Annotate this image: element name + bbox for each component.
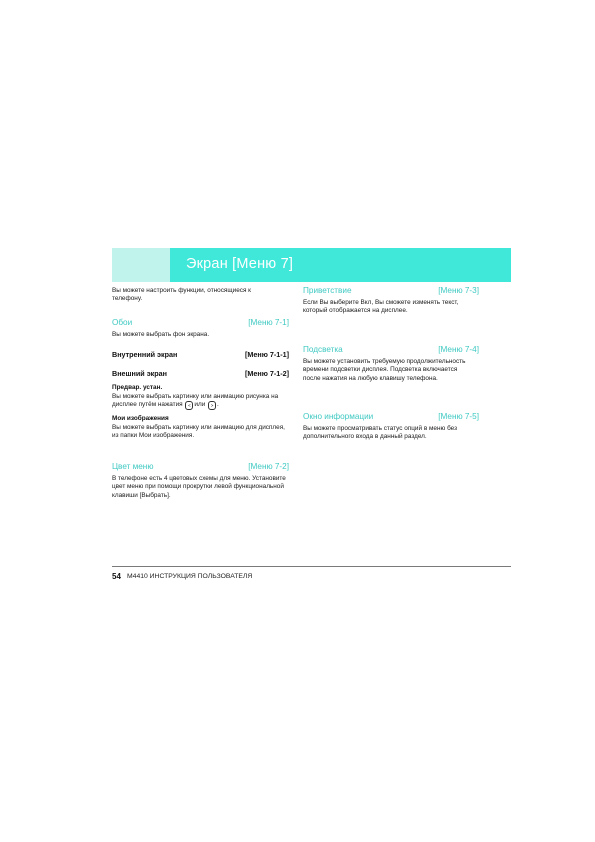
menu-number: [Меню 7-1-1]	[244, 350, 289, 359]
subsection-title: Внутренний экран	[112, 350, 178, 359]
section-title: Подсветка	[303, 345, 343, 354]
right-key-icon: >	[208, 401, 216, 410]
wallpaper-text: Вы можете выбрать фон экрана.	[112, 331, 210, 338]
section-backlight-header	[303, 345, 479, 355]
my-images-title: Мои изображения	[112, 415, 169, 422]
footer-title: M4410 ИНСТРУКЦИЯ ПОЛЬЗОВАТЕЛЯ	[127, 573, 253, 580]
section-greeting-header	[303, 286, 479, 296]
info-window-text: Вы можете просматривать статус опций в меню без дополнительного входа в данный раздел.	[303, 425, 457, 441]
greeting-text: Если Вы выберите Вкл, Вы сможете изменять текст, который отображается на дисплее.	[303, 299, 459, 315]
section-menu-color-header	[112, 462, 289, 472]
section-info-window-header	[303, 412, 479, 422]
section-wallpaper-header	[112, 318, 289, 328]
preset-text-main: Вы можете выбрать картинку или анимацию рисунка на дисплее путём нажатия	[112, 393, 279, 409]
subsection-outer-header	[112, 369, 289, 379]
preset-text-or: или	[194, 401, 206, 409]
section-title: Цвет меню	[112, 462, 154, 471]
menu-number: [Меню 7-1]	[248, 318, 289, 327]
subsection-title: Внешний экран	[112, 369, 167, 378]
menu-color-text: В телефоне есть 4 цветовых схемы для меню. Установите цвет меню при помощи прокрутки левой функциональной клавиши [Выбрать].	[112, 475, 286, 499]
menu-number: [Меню 7-5]	[438, 412, 479, 421]
preset-text-end: .	[217, 401, 219, 409]
preset-title: Предвар. устан.	[112, 384, 163, 391]
subsection-inner-header	[112, 350, 289, 360]
backlight-text: Вы можете установить требуемую продолжительность времени подсветки дисплея. Подсветка включается после нажатия на любую клавишу телефона.	[303, 358, 466, 382]
section-title: Окно информации	[303, 412, 374, 421]
menu-number: [Меню 7-4]	[438, 345, 479, 354]
footer-divider	[112, 566, 511, 567]
section-title: Приветствие	[303, 286, 352, 295]
menu-number: [Меню 7-1-2]	[244, 369, 289, 378]
intro-text: Вы можете настроить функции, относящиеся к телефону.	[112, 287, 251, 303]
left-key-icon: <	[185, 401, 193, 410]
menu-number: [Меню 7-3]	[438, 286, 479, 295]
section-title: Обои	[112, 318, 133, 327]
page-number: 54	[112, 572, 121, 581]
header-band-light	[112, 248, 170, 282]
menu-number: [Меню 7-2]	[248, 462, 289, 471]
my-images-text: Вы можете выбрать картинку или анимацию для дисплея, из папки Мои изображения.	[112, 424, 285, 440]
preset-text	[112, 393, 282, 410]
page-title: Экран [Меню 7]	[186, 256, 294, 272]
